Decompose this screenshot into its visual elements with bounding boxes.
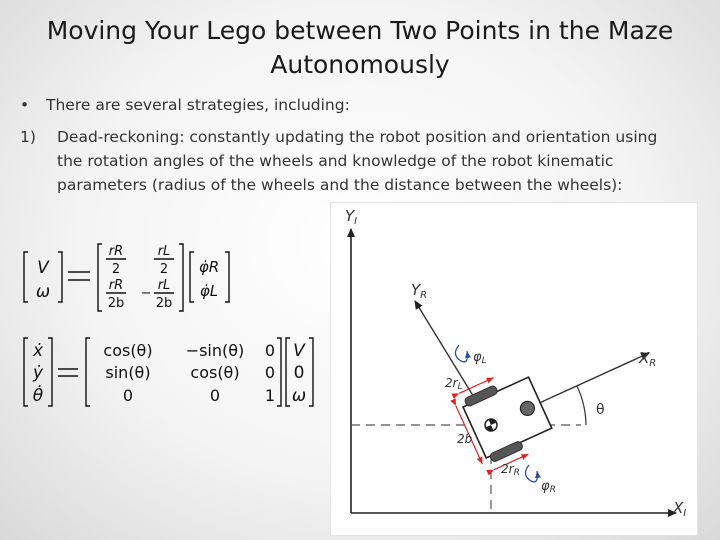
m22-num: rL xyxy=(157,278,171,293)
label-yr: $Y_R$ xyxy=(411,281,428,301)
r1-c1: cos(θ) xyxy=(103,341,153,360)
label-2b: 2b xyxy=(457,432,473,446)
robot-body xyxy=(452,364,558,473)
label-xi: $X_I$ xyxy=(673,499,687,519)
lhs-xdot: ẋ xyxy=(32,341,44,361)
label-phi-l: φL xyxy=(473,350,487,366)
m11-den: 2 xyxy=(111,262,121,277)
m21-num: rR xyxy=(108,278,124,293)
rhs-zero: 0 xyxy=(293,363,305,383)
slide-title xyxy=(10,14,710,82)
rhs-phidot-r: φ̇R xyxy=(198,258,220,276)
numbered-mark: 1) xyxy=(20,128,36,146)
r1-c3: 0 xyxy=(264,341,276,360)
lhs-ydot: ẏ xyxy=(32,363,44,383)
r1-c2: −sin(θ) xyxy=(185,341,245,360)
m21-den: 2b xyxy=(107,296,125,311)
velocity-equation xyxy=(18,240,238,315)
phi-l-arrow xyxy=(455,345,467,362)
lhs-v: V xyxy=(37,258,49,278)
title-line-2: Autonomously xyxy=(270,50,450,79)
lhs-omega: ω xyxy=(35,282,51,302)
r3-c1: 0 xyxy=(122,386,134,405)
m22-den: 2b xyxy=(155,296,173,311)
robot-kinematics-diagram xyxy=(330,202,698,536)
m11-num: rR xyxy=(108,244,124,259)
m22-minus: − xyxy=(140,286,152,301)
r3-c2: 0 xyxy=(209,386,221,405)
rhs-omega: ω xyxy=(291,386,307,406)
bullet-item xyxy=(20,96,350,114)
r2-c2: cos(θ) xyxy=(190,363,240,382)
label-xr: $X_R$ xyxy=(639,349,657,369)
title-line-1: Moving Your Lego between Two Points in the Maze xyxy=(46,16,674,45)
kinematics-equation xyxy=(18,332,318,412)
label-phi-r: φR xyxy=(541,479,556,495)
numbered-line-3: parameters (radius of the wheels and the distance between the wheels): xyxy=(57,176,623,194)
label-2rr: 2rR xyxy=(501,462,520,478)
label-yi: $Y_I$ xyxy=(345,207,358,227)
theta-arc xyxy=(577,386,586,425)
numbered-line-2: the rotation angles of the wheels and knowledge of the robot kinematic xyxy=(57,152,614,170)
label-2rl: 2rL xyxy=(445,376,463,392)
r3-c3: 1 xyxy=(264,386,276,405)
m12-den: 2 xyxy=(159,262,169,277)
phi-r-arrow xyxy=(525,465,537,482)
lhs-thetadot: θ̇ xyxy=(32,386,44,406)
diagram-canvas xyxy=(331,203,697,535)
bullet-text: There are several strategies, including: xyxy=(46,96,350,114)
rhs-v: V xyxy=(293,341,305,361)
m12-num: rL xyxy=(157,244,171,259)
label-theta: θ xyxy=(596,402,605,418)
r2-c1: sin(θ) xyxy=(105,363,151,382)
r2-c3: 0 xyxy=(264,363,276,382)
numbered-line-1: Dead-reckoning: constantly updating the robot position and orientation using xyxy=(57,128,658,146)
numbered-item-1 xyxy=(20,125,700,197)
rhs-phidot-l: φ̇L xyxy=(199,282,219,300)
bullet-mark: • xyxy=(20,96,30,114)
